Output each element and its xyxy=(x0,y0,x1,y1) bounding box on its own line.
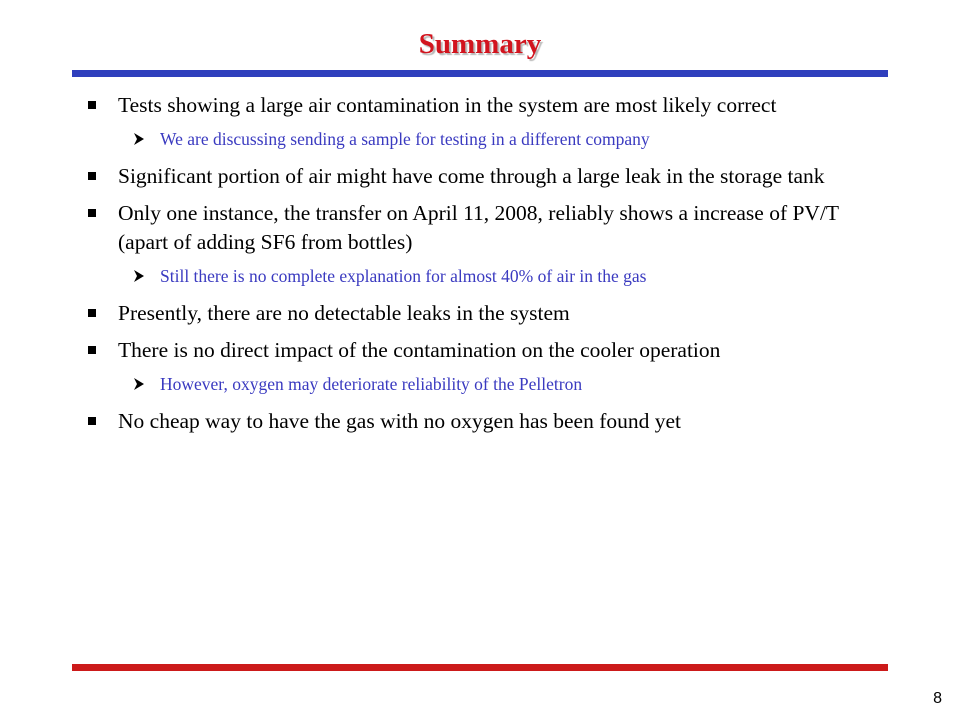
slide-title xyxy=(0,26,960,62)
square-bullet-icon xyxy=(88,309,96,317)
square-bullet-icon xyxy=(88,417,96,425)
bullet-text: Significant portion of air might have come through a large leak in the storage tank xyxy=(118,164,825,188)
bullet-item xyxy=(84,162,884,191)
top-divider xyxy=(72,70,888,77)
bullet-item xyxy=(84,91,884,120)
bullet-item xyxy=(84,336,884,365)
bullet-text: Tests showing a large air contamination in the system are most likely correct xyxy=(118,93,777,117)
bullet-item xyxy=(84,407,884,436)
bullet-text: There is no direct impact of the contamination on the cooler operation xyxy=(118,338,721,362)
arrow-bullet-icon xyxy=(132,132,146,146)
bullet-text: Only one instance, the transfer on April 11, 2008, reliably shows a increase of PV/T (apart of adding SF6 from bottles) xyxy=(118,201,839,254)
square-bullet-icon xyxy=(88,346,96,354)
bullet-text: No cheap way to have the gas with no oxygen has been found yet xyxy=(118,409,682,433)
bottom-divider xyxy=(72,664,888,671)
sub-bullet-text: However, oxygen may deteriorate reliability of the Pelletron xyxy=(160,374,583,394)
bullet-text: Presently, there are no detectable leaks in the system xyxy=(118,301,570,325)
sub-bullet-item xyxy=(84,265,884,287)
arrow-bullet-icon xyxy=(132,269,146,283)
arrow-bullet-icon xyxy=(132,377,146,391)
bullet-list xyxy=(84,91,884,444)
sub-bullet-text: We are discussing sending a sample for testing in a different company xyxy=(160,129,650,149)
sub-bullet-item xyxy=(84,373,884,395)
slide-title-text: Summary xyxy=(418,28,542,60)
sub-bullet-item xyxy=(84,128,884,150)
square-bullet-icon xyxy=(88,101,96,109)
square-bullet-icon xyxy=(88,209,96,217)
sub-bullet-text: Still there is no complete explanation for almost 40% of air in the gas xyxy=(160,266,647,286)
bullet-item xyxy=(84,299,884,328)
square-bullet-icon xyxy=(88,172,96,180)
page-number: 8 xyxy=(933,690,942,707)
bullet-item xyxy=(84,199,884,257)
